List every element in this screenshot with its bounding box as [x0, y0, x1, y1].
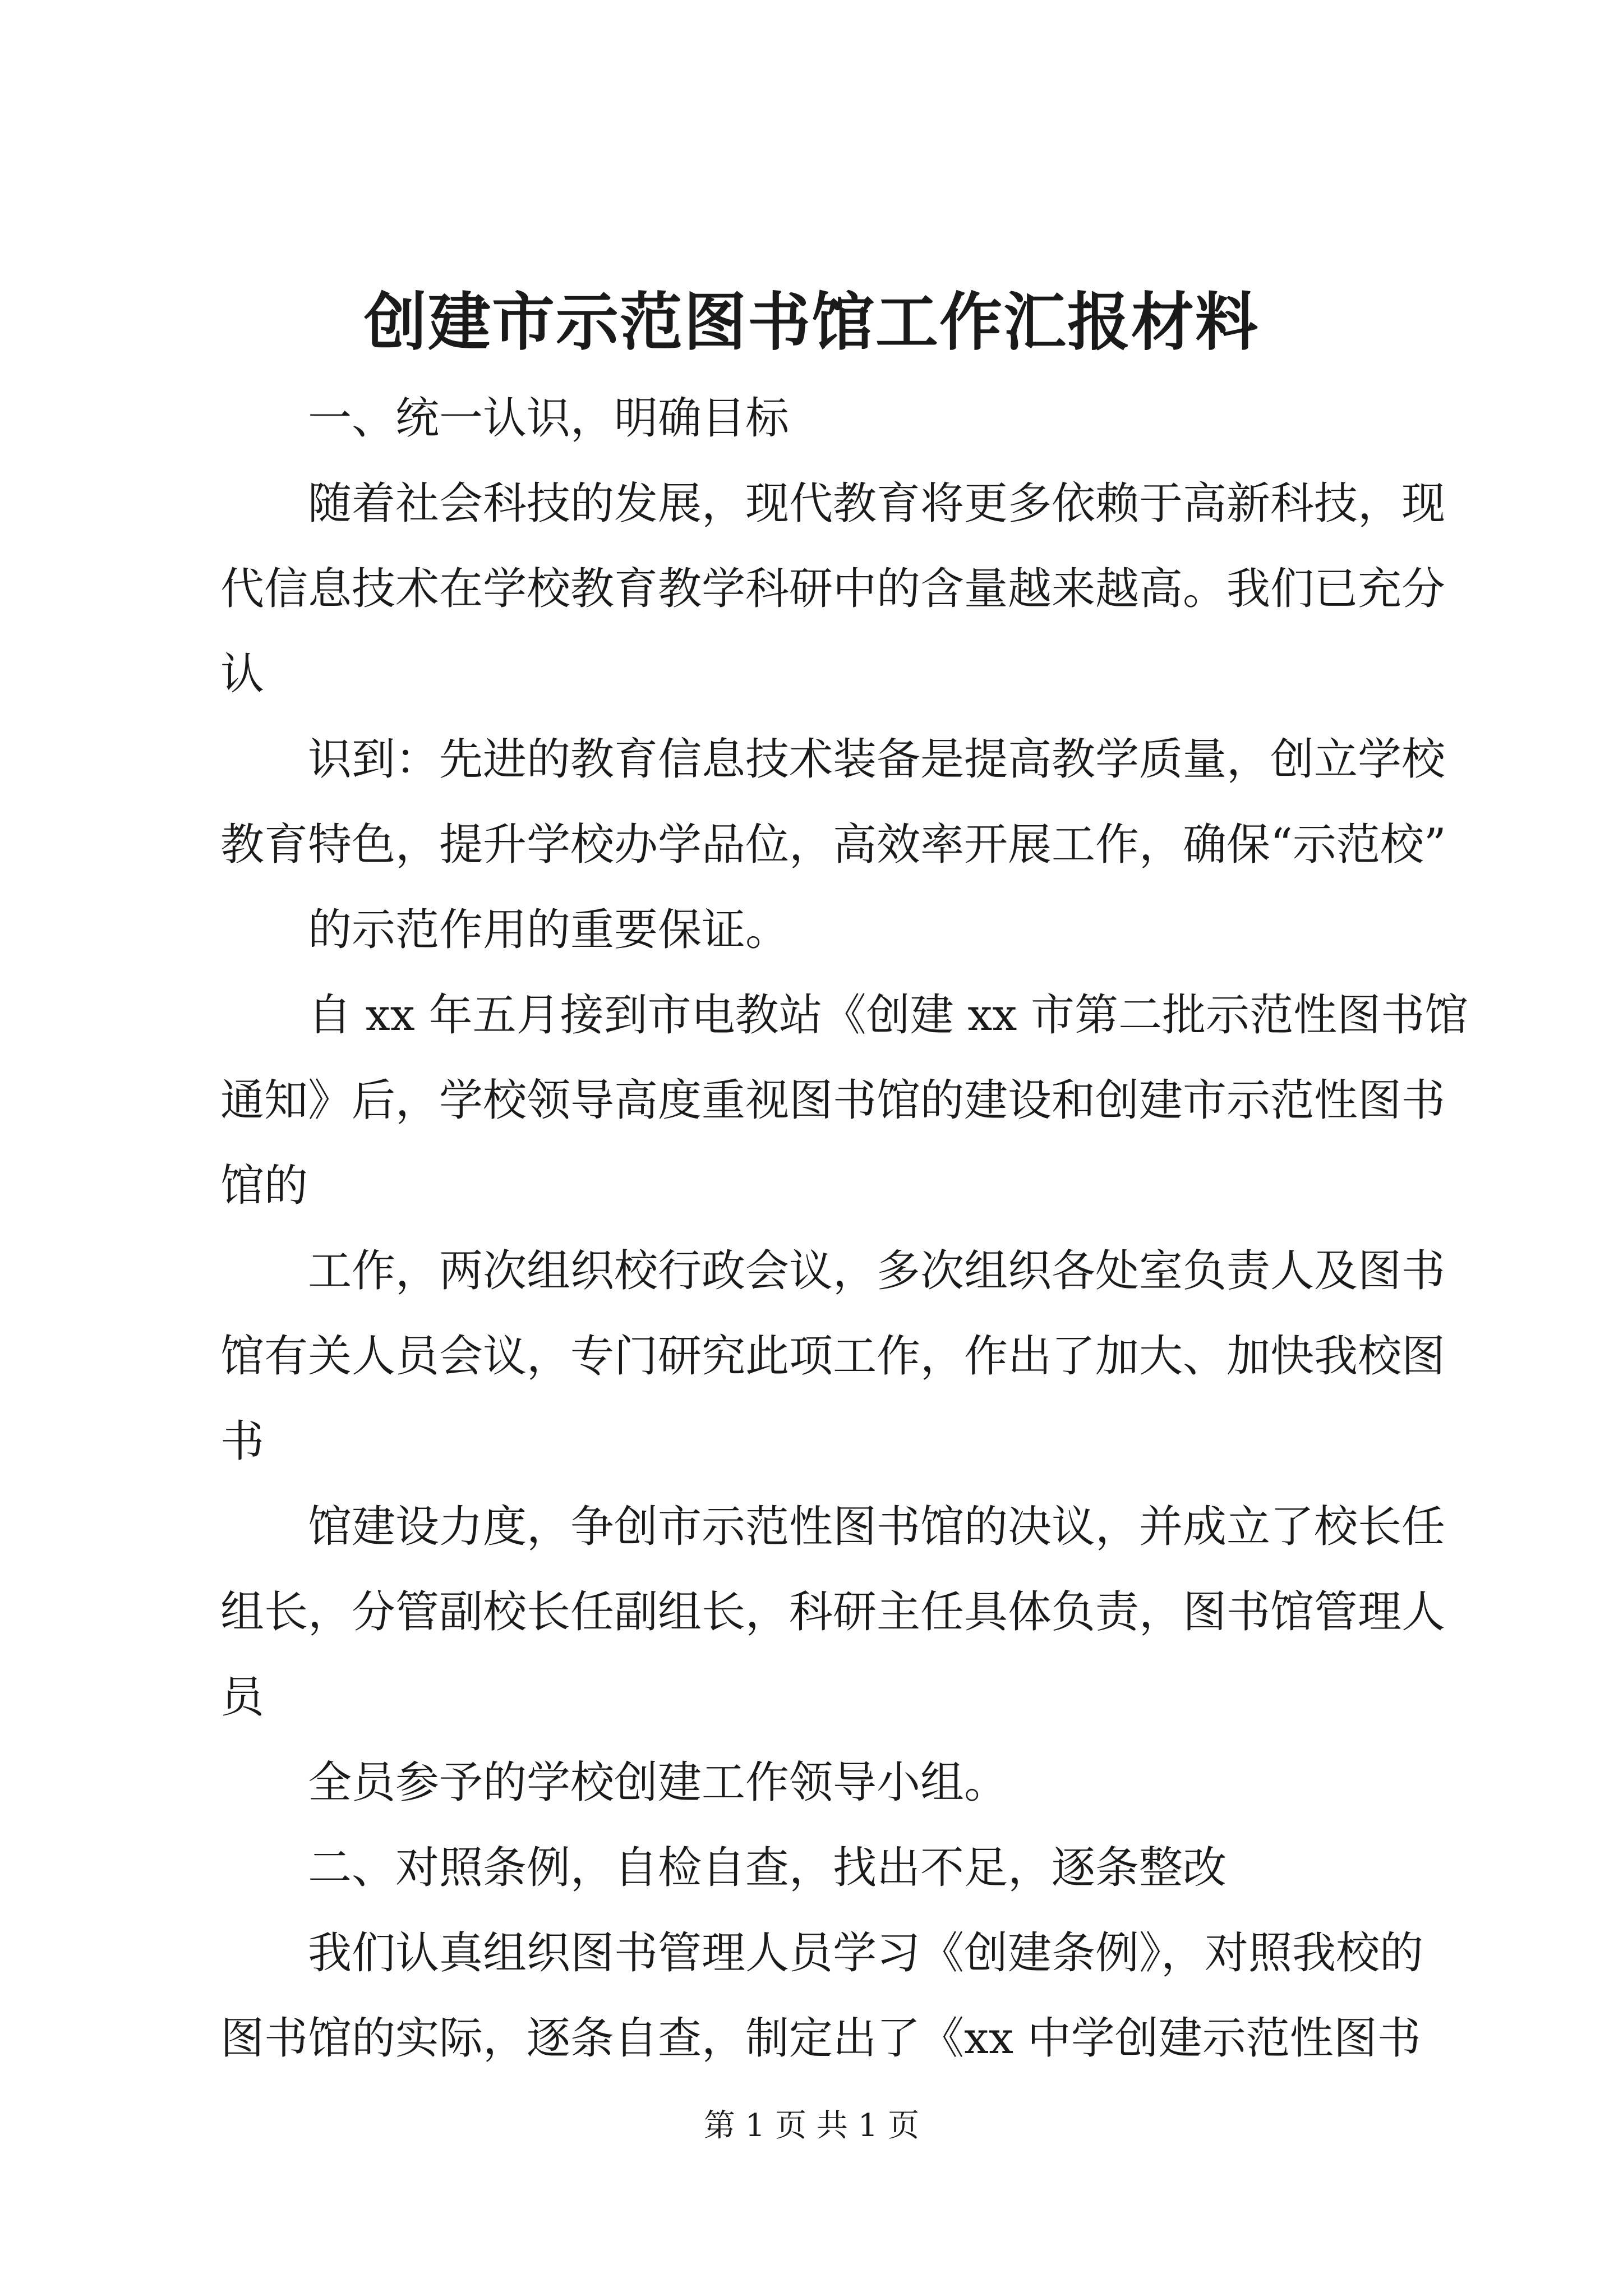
body-line: 随着社会科技的发展，现代教育将更多依赖于高新科技，现 [308, 478, 1446, 529]
document-title: 创建市示范图书馆工作汇报材料 [364, 286, 1259, 359]
body-line: 全员参予的学校创建工作领导小组。 [308, 1757, 1008, 1808]
body-line: 识到：先进的教育信息技术装备是提高教学质量，创立学校 [308, 734, 1446, 785]
body-line: 的示范作用的重要保证。 [308, 905, 790, 955]
body-line: 自 xx 年五月接到市电教站《创建 xx 市第二批示范性图书馆 [308, 990, 1469, 1041]
body-line: 代信息技术在学校教育教学科研中的含量越来越高。我们已充分 [220, 564, 1446, 614]
body-line: 馆的 [220, 1161, 308, 1211]
body-line: 图书馆的实际，逐条自查，制定出了《xx 中学创建示范性图书 [220, 2013, 1421, 2064]
section-heading: 二、对照条例，自检自查，找出不足，逐条整改 [308, 1843, 1227, 1893]
body-line: 员 [220, 1672, 265, 1723]
body-line: 组长，分管副校长任副组长，科研主任具体负责，图书馆管理人 [220, 1587, 1446, 1637]
body-line: 教育特色，提升学校办学品位，高效率开展工作，确保“示范校” [220, 820, 1446, 870]
body-line: 一、统一认识，明确目标 [308, 393, 790, 444]
body-line: 馆建设力度，争创市示范性图书馆的决议，并成立了校长任 [308, 1502, 1446, 1552]
body-line: 通知》后，学校领导高度重视图书馆的建设和创建市示范性图书 [220, 1075, 1446, 1126]
body-line: 书 [220, 1416, 265, 1467]
body-line: 认 [220, 649, 265, 700]
body-line: 我们认真组织图书管理人员学习《创建条例》，对照我校的 [308, 1928, 1424, 1978]
page-footer: 第 1 页 共 1 页 [703, 2108, 920, 2144]
document-body [220, 376, 1469, 2081]
body-line: 工作，两次组织校行政会议，多次组织各处室负责人及图书 [308, 1246, 1446, 1296]
body-line: 馆有关人员会议，专门研究此项工作，作出了加大、加快我校图 [220, 1331, 1446, 1382]
